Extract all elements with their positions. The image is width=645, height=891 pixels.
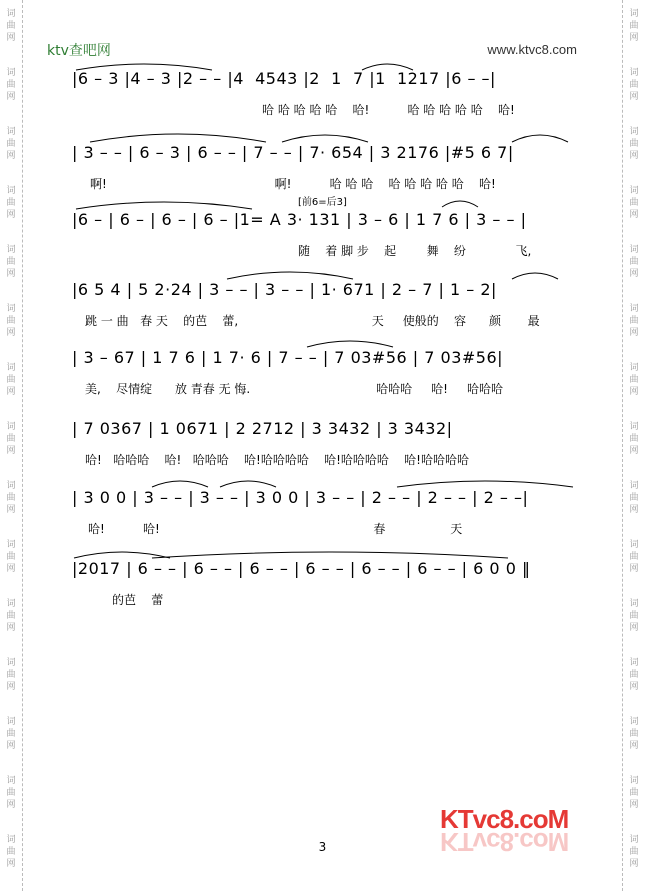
watermark-char: 网 — [6, 741, 16, 751]
watermark-char: 词 — [629, 835, 639, 845]
notation-line: |6 – | 6 – | 6 – | 6 – |1= A 3· 131 | 3 – 6 | 1 7 6 | 3 – – | — [72, 210, 527, 229]
watermark-char: 曲 — [629, 729, 639, 739]
watermark-char: 网 — [629, 505, 639, 515]
watermark-char: 曲 — [6, 316, 16, 326]
watermark-char: 词 — [6, 9, 16, 19]
watermark-block — [623, 775, 645, 811]
watermark-char: 曲 — [6, 552, 16, 562]
watermark-char: 网 — [6, 387, 16, 397]
notation-line: | 3 – 67 | 1 7 6 | 1 7· 6 | 7 – – | 7 03#56 | 7 03#56| — [72, 348, 504, 367]
notation-line: | 7 0367 | 1 0671 | 2 2712 | 3 3432 | 3 3432| — [72, 419, 453, 438]
watermark-char: 曲 — [6, 198, 16, 208]
watermark-char: 曲 — [629, 847, 639, 857]
watermark-char: 词 — [6, 127, 16, 137]
watermark-char: 曲 — [629, 80, 639, 90]
watermark-char: 网 — [629, 446, 639, 456]
watermark-char: 词 — [6, 363, 16, 373]
watermark-char: 曲 — [6, 729, 16, 739]
watermark-char: 网 — [629, 564, 639, 574]
score-system-8 — [0, 556, 645, 646]
watermark-char: 网 — [629, 151, 639, 161]
site-name: ktv查吧网 — [47, 43, 111, 59]
watermark-char: 网 — [6, 623, 16, 633]
watermark-block — [0, 775, 22, 811]
lyrics-line: 随 着 脚 步 起 舞 纷 飞, — [298, 244, 532, 258]
watermark-char: 网 — [6, 564, 16, 574]
notation-line: | 3 – – | 6 – 3 | 6 – – | 7 – – | 7· 654 | 3 2176 |#5 6 7| — [72, 143, 514, 162]
watermark-char: 词 — [629, 127, 639, 137]
watermark-char: 网 — [629, 269, 639, 279]
watermark-block — [0, 8, 22, 44]
watermark-char: 词 — [629, 599, 639, 609]
watermark-char: 网 — [629, 210, 639, 220]
watermark-char: 曲 — [629, 316, 639, 326]
watermark-char: 网 — [629, 623, 639, 633]
lyrics-line: 哈! 哈! 春 天 — [88, 522, 463, 536]
watermark-char: 词 — [6, 481, 16, 491]
notation-line: | 3 0 0 | 3 – – | 3 – – | 3 0 0 | 3 – – | 2 – – | 2 – – | 2 – –| — [72, 488, 529, 507]
watermark-char: 网 — [629, 92, 639, 102]
watermark-char: 曲 — [629, 375, 639, 385]
watermark-char: 词 — [629, 68, 639, 78]
watermark-block — [623, 716, 645, 752]
watermark-block — [623, 657, 645, 693]
watermark-char: 词 — [629, 776, 639, 786]
watermark-char: 曲 — [629, 788, 639, 798]
watermark-char: 曲 — [6, 257, 16, 267]
watermark-char: 曲 — [6, 80, 16, 90]
watermark-char: 网 — [629, 859, 639, 869]
watermark-char: 曲 — [629, 611, 639, 621]
watermark-char: 网 — [629, 328, 639, 338]
watermark-char: 网 — [6, 33, 16, 43]
watermark-char: 词 — [629, 540, 639, 550]
watermark-char: 网 — [6, 269, 16, 279]
watermark-char: 曲 — [6, 847, 16, 857]
watermark-char: 曲 — [6, 139, 16, 149]
watermark-char: 曲 — [629, 21, 639, 31]
watermark-char: 词 — [629, 481, 639, 491]
watermark-char: 曲 — [629, 198, 639, 208]
watermark-char: 曲 — [629, 434, 639, 444]
lyrics-line: 啊! 啊! 哈 哈 哈 哈 哈 哈 哈 哈 哈! — [90, 177, 496, 191]
watermark-char: 词 — [6, 835, 16, 845]
watermark-char: 网 — [6, 859, 16, 869]
watermark-char: 词 — [629, 304, 639, 314]
watermark-char: 词 — [629, 245, 639, 255]
watermark-char: 词 — [6, 68, 16, 78]
watermark-block — [623, 8, 645, 44]
watermark-char: 词 — [6, 717, 16, 727]
notation-line: |6 5 4 | 5 2·24 | 3 – – | 3 – – | 1· 671 | 2 – 7 | 1 – 2| — [72, 280, 497, 299]
lyrics-line: 的芭 蕾 — [112, 593, 164, 607]
watermark-char: 词 — [629, 422, 639, 432]
watermark-char: 网 — [629, 741, 639, 751]
notation-line: |6 – 3 |4 – 3 |2 – – |4 4543 |2 1 7 |1 1217 |6 – –| — [72, 69, 496, 88]
watermark-char: 曲 — [629, 139, 639, 149]
ktvc8-logo-reflection: KTvc8.coM — [440, 827, 569, 857]
watermark-char: 网 — [6, 446, 16, 456]
watermark-char: 词 — [629, 9, 639, 19]
lyrics-line: 美, 尽情绽 放 青春 无 悔. 哈哈哈 哈! 哈哈哈 — [85, 382, 504, 396]
watermark-char: 词 — [6, 540, 16, 550]
watermark-block — [0, 716, 22, 752]
watermark-char: 网 — [6, 505, 16, 515]
watermark-char: 曲 — [6, 21, 16, 31]
watermark-char: 词 — [6, 304, 16, 314]
watermark-char: 曲 — [6, 434, 16, 444]
watermark-char: 词 — [629, 363, 639, 373]
watermark-char: 网 — [6, 328, 16, 338]
watermark-char: 词 — [6, 422, 16, 432]
watermark-char: 网 — [6, 682, 16, 692]
watermark-char: 词 — [629, 186, 639, 196]
watermark-char: 曲 — [6, 670, 16, 680]
watermark-char: 网 — [6, 92, 16, 102]
watermark-char: 曲 — [629, 257, 639, 267]
watermark-char: 曲 — [629, 493, 639, 503]
watermark-char: 网 — [629, 800, 639, 810]
watermark-char: 词 — [629, 717, 639, 727]
watermark-char: 词 — [6, 658, 16, 668]
lyrics-line: 跳 一 曲 春 天 的芭 蕾, 天 使般的 容 颜 最 — [85, 314, 540, 328]
watermark-char: 曲 — [6, 611, 16, 621]
watermark-char: 网 — [6, 151, 16, 161]
watermark-char: 词 — [6, 245, 16, 255]
watermark-char: 网 — [6, 210, 16, 220]
notation-line: |2017 | 6 – – | 6 – – | 6 – – | 6 – – | 6 – – | 6 – – | 6 0 0 ‖ — [72, 559, 531, 578]
key-change-annotation: [前6=后3] — [298, 197, 347, 208]
watermark-block — [0, 657, 22, 693]
watermark-char: 曲 — [6, 493, 16, 503]
watermark-char: 曲 — [6, 375, 16, 385]
lyrics-line: 哈! 哈哈哈 哈! 哈哈哈 哈!哈哈哈哈 哈!哈哈哈哈 哈!哈哈哈哈 — [85, 453, 469, 467]
watermark-char: 网 — [629, 387, 639, 397]
watermark-char: 网 — [6, 800, 16, 810]
page-number: 3 — [318, 840, 327, 854]
watermark-char: 词 — [6, 186, 16, 196]
watermark-char: 曲 — [629, 552, 639, 562]
site-url: www.ktvc8.com — [487, 42, 577, 57]
watermark-char: 曲 — [6, 788, 16, 798]
watermark-char: 曲 — [629, 670, 639, 680]
watermark-char: 词 — [6, 599, 16, 609]
watermark-char: 网 — [629, 33, 639, 43]
watermark-char: 网 — [629, 682, 639, 692]
watermark-char: 词 — [629, 658, 639, 668]
watermark-char: 词 — [6, 776, 16, 786]
ktvc8-logo: KTvc8.coM — [440, 804, 569, 834]
lyrics-line: 哈 哈 哈 哈 哈 哈! 哈 哈 哈 哈 哈 哈! — [262, 103, 515, 117]
